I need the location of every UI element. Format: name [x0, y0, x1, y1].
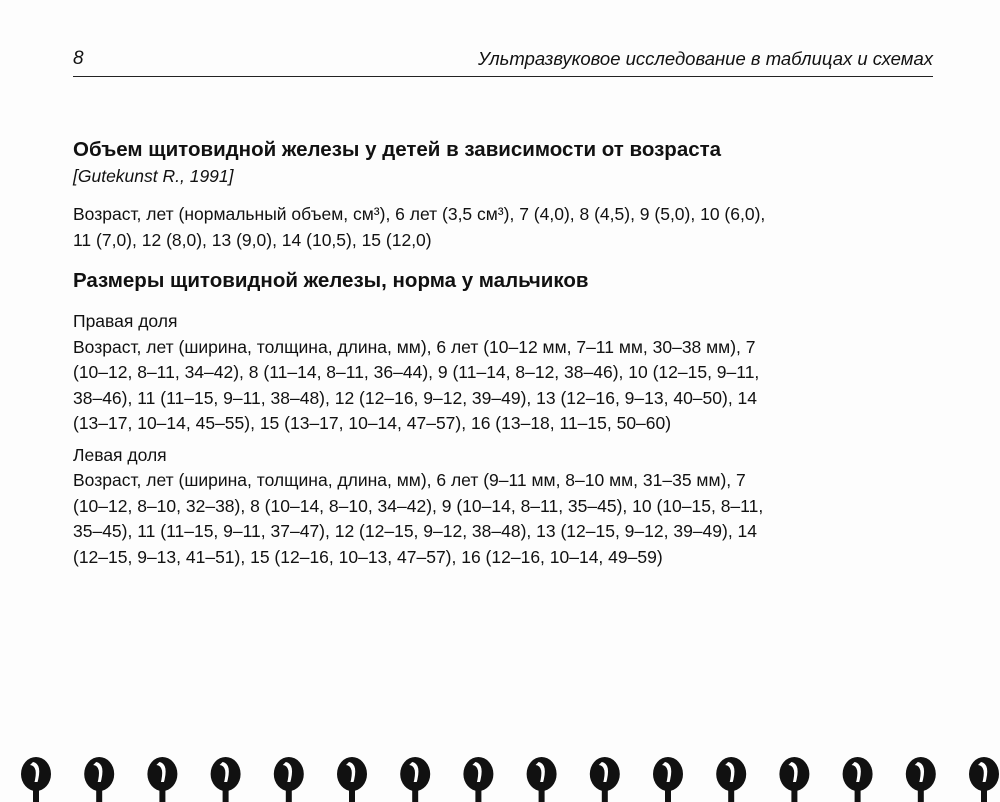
- binding-ring: [843, 757, 873, 802]
- page-content: [73, 136, 933, 570]
- binding-ring: [969, 757, 999, 802]
- body-line: (13–17, 10–14, 45–55), 15 (13–17, 10–14, 47–57), 16 (13–18, 11–15, 50–60): [73, 413, 672, 433]
- citation: [Gutekunst R., 1991]: [73, 166, 234, 186]
- left-lobe-label: Левая доля: [73, 444, 167, 465]
- body-line: (10–12, 8–10, 32–38), 8 (10–14, 8–10, 34–42), 9 (10–14, 8–11, 35–45), 10 (10–15, 8–11,: [73, 495, 764, 516]
- body-line: 35–45), 11 (11–15, 9–11, 37–47), 12 (12–15, 9–12, 38–48), 13 (12–15, 9–12, 39–49), 14: [73, 521, 758, 541]
- page-number: 8: [73, 48, 84, 69]
- section-title-boys-dimensions: Размеры щитовидной железы, норма у мальчиков: [73, 269, 589, 292]
- binding-ring: [527, 757, 557, 802]
- binding-ring: [779, 757, 809, 802]
- binding-ring: [84, 757, 114, 802]
- body-line: (10–12, 8–11, 34–42), 8 (11–14, 8–11, 36–44), 9 (11–14, 8–12, 38–46), 10 (12–15, 9–11,: [73, 362, 760, 382]
- body-line: Возраст, лет (ширина, толщина, длина, мм), 6 лет (9–11 мм, 8–10 мм, 31–35 мм), 7: [73, 470, 746, 490]
- body-line: (12–15, 9–13, 41–51), 15 (12–16, 10–13, 47–57), 16 (12–16, 10–14, 49–59): [73, 546, 663, 567]
- binding-ring: [147, 757, 177, 802]
- binding-ring: [716, 757, 746, 802]
- binding-ring: [400, 757, 430, 802]
- section-title-thyroid-volume: Объем щитовидной железы у детей в зависимости от возраста: [73, 138, 722, 161]
- body-line: Возраст, лет (ширина, толщина, длина, мм), 6 лет (10–12 мм, 7–11 мм, 30–38 мм), 7: [73, 336, 756, 357]
- binding-ring: [274, 757, 304, 802]
- binding-ring: [906, 757, 936, 802]
- binding-ring: [590, 757, 620, 802]
- binding-ring: [653, 757, 683, 802]
- page-header: [73, 48, 933, 74]
- binding-ring: [211, 757, 241, 802]
- body-line: 38–46), 11 (11–15, 9–11, 38–48), 12 (12–16, 9–12, 39–49), 13 (12–16, 9–13, 40–50), 14: [73, 387, 758, 408]
- body-line: Возраст, лет (нормальный объем, см³), 6 лет (3,5 см³), 7 (4,0), 8 (4,5), 9 (5,0), 10 (6,0),: [73, 204, 766, 224]
- binding-ring: [21, 757, 51, 802]
- right-lobe-label: Правая доля: [73, 311, 178, 331]
- header-divider: [73, 76, 933, 77]
- binding-ring: [337, 757, 367, 802]
- binding-ring: [463, 757, 493, 802]
- spiral-binding: [0, 752, 1000, 802]
- running-title: Ультразвуковое исследование в таблицах и схемах: [478, 48, 933, 69]
- body-line: 11 (7,0), 12 (8,0), 13 (9,0), 14 (10,5), 15 (12,0): [73, 229, 432, 250]
